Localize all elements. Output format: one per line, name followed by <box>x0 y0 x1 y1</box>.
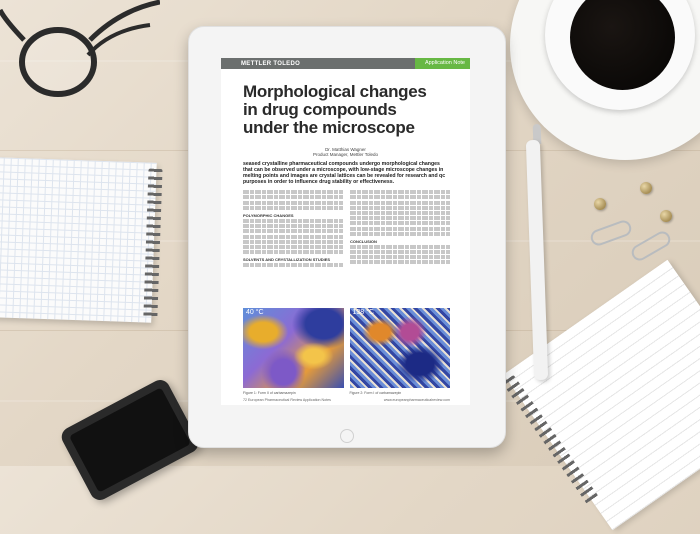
grid-notebook <box>0 157 157 322</box>
microscope-image-138c <box>349 308 451 395</box>
figure-caption: Figure 2: Form I of carbamazepin <box>349 391 402 395</box>
application-note-tag: Application Note <box>415 58 470 69</box>
section-heading: CONCLUSION <box>350 238 377 244</box>
article-header-bar <box>221 58 470 69</box>
article-abstract: seased crystalline pharmaceutical compounds undergo morphological changes that can be observed under a microscope, with low-stage microscope changes in melting points and images are crystal lattices can be revealed for research and qc purposes in order to influence drug stability or effectiveness. <box>243 161 446 185</box>
temperature-label: 138 °C <box>352 309 374 316</box>
article-page <box>221 58 470 405</box>
figure-row <box>243 308 450 395</box>
figure-caption: Figure 1: Form II of carbamazepin <box>243 391 296 395</box>
tablet-home-button[interactable] <box>340 429 354 443</box>
article-title: Morphological changes in drug compounds under the microscope <box>243 82 427 137</box>
ballpoint-pen <box>526 140 548 380</box>
body-column-left <box>243 189 343 268</box>
page-footer <box>243 398 450 402</box>
body-column-right <box>350 189 450 268</box>
push-pin <box>594 198 606 210</box>
paper-clip <box>629 229 673 264</box>
section-heading: POLYMORPHIC CHANGES <box>243 212 294 218</box>
eyeglasses <box>0 0 160 140</box>
microscope-image-40c <box>243 308 344 395</box>
footer-url: www.europeanpharmaceuticalreview.com <box>383 398 450 402</box>
section-heading: SOLVENTS AND CRYSTALLIZATION STUDIES <box>243 257 331 263</box>
author-byline: Dr. Matthias Wagner Product Manager, Mettler Toledo <box>313 147 378 157</box>
temperature-label: 40 °C <box>246 309 264 316</box>
push-pin <box>660 210 672 222</box>
smartphone <box>58 377 202 504</box>
brand-name: METTLER TOLEDO <box>241 60 301 67</box>
push-pin <box>640 182 652 194</box>
paper-clip <box>589 218 634 247</box>
footer-left: 72 European Pharmaceutical Review Application Notes <box>243 398 331 402</box>
body-columns <box>243 189 450 268</box>
